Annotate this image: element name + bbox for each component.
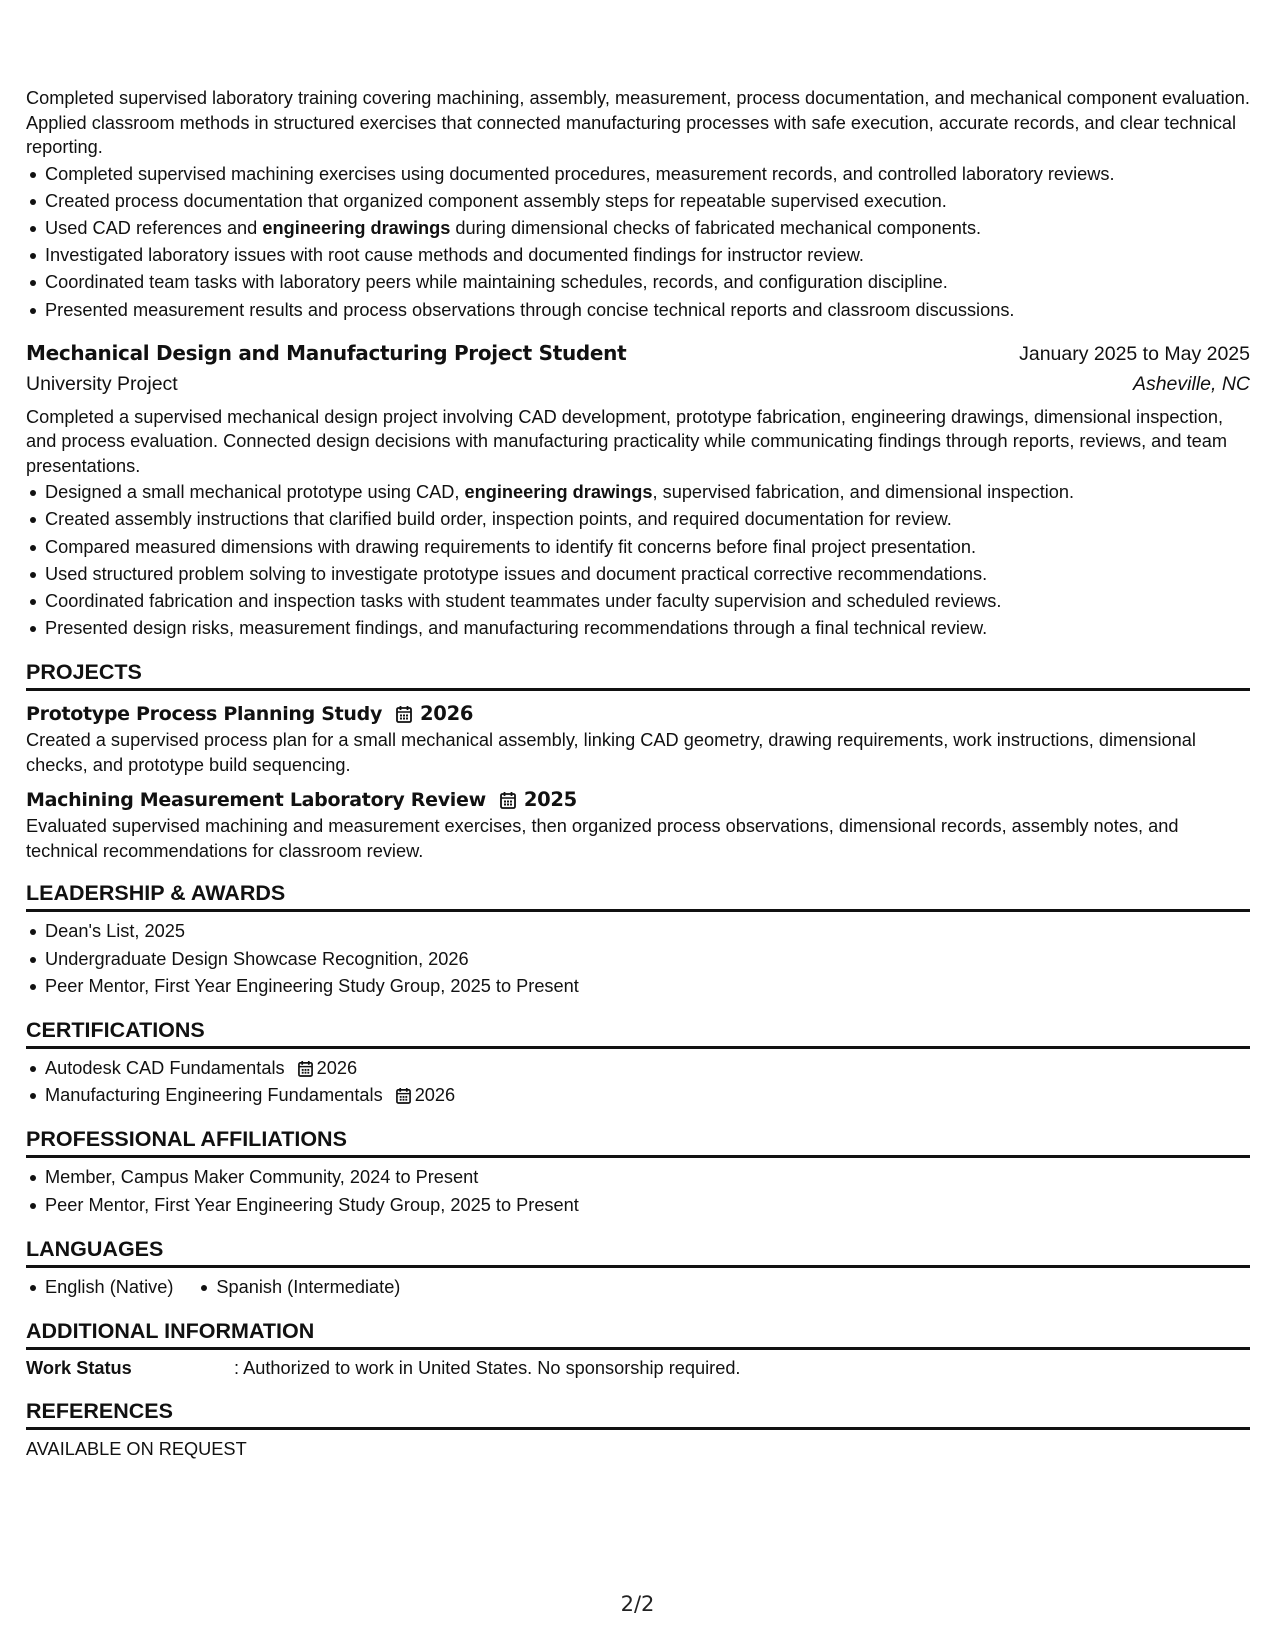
- list-item: Dean's List, 2025: [26, 918, 1250, 945]
- certification-name: Manufacturing Engineering Fundamentals: [45, 1085, 383, 1106]
- project-description: Created a supervised process plan for a small mechanical assembly, linking CAD geometry, drawing requirements, work instructions, dimensional checks, and prototype build sequencing.: [26, 730, 1196, 775]
- list-item: Member, Campus Maker Community, 2024 to Present: [26, 1164, 1250, 1191]
- role-organization: University Project: [26, 372, 178, 395]
- calendar-icon: [298, 1060, 313, 1077]
- calendar-icon: [396, 1087, 411, 1104]
- references-text: AVAILABLE ON REQUEST: [26, 1438, 247, 1459]
- section-heading-languages: LANGUAGES: [26, 1235, 1250, 1268]
- list-item: Presented design risks, measurement findings, and manufacturing recommendations through a final technical review.: [26, 615, 1250, 642]
- list-item: Peer Mentor, First Year Engineering Study Group, 2025 to Present: [26, 973, 1250, 1000]
- section-heading-affiliations: PROFESSIONAL AFFILIATIONS: [26, 1125, 1250, 1158]
- project-title: Machining Measurement Laboratory Review: [26, 789, 486, 812]
- work-status-row: [26, 1356, 1250, 1381]
- leadership-list: [26, 918, 1250, 1000]
- section-heading-projects: PROJECTS: [26, 658, 1250, 691]
- project-description: Evaluated supervised machining and measurement exercises, then organized process observations, dimensional records, assembly notes, and technical recommendations for classroom review.: [26, 816, 1179, 861]
- list-item: Investigated laboratory issues with root cause methods and documented findings for instructor review.: [26, 242, 1250, 269]
- work-status-label: Work Status: [26, 1358, 132, 1379]
- certification-year: 2026: [316, 1058, 358, 1079]
- role-title: Mechanical Design and Manufacturing Project Student: [26, 340, 627, 365]
- list-item: Used CAD references and engineering drawings during dimensional checks of fabricated mechanical components.: [26, 215, 1250, 242]
- certifications-list: [26, 1055, 1250, 1109]
- calendar-icon: [500, 791, 516, 809]
- section-heading-additional-information: ADDITIONAL INFORMATION: [26, 1317, 1250, 1350]
- calendar-icon: [396, 705, 412, 723]
- resume-page: [26, 86, 1250, 1461]
- section-heading-certifications: CERTIFICATIONS: [26, 1016, 1250, 1049]
- section-heading-references: REFERENCES: [26, 1397, 1250, 1430]
- list-item: Coordinated fabrication and inspection tasks with student teammates under faculty supervision and scheduled reviews.: [26, 588, 1250, 615]
- affiliations-list: [26, 1164, 1250, 1218]
- list-item: Completed supervised machining exercises using documented procedures, measurement records, and controlled laboratory reviews.: [26, 161, 1250, 188]
- list-item: Compared measured dimensions with drawing requirements to identify fit concerns before final project presentation.: [26, 534, 1250, 561]
- languages-list: [26, 1274, 1250, 1301]
- list-item: Created process documentation that organized component assembly steps for repeatable supervised execution.: [26, 188, 1250, 215]
- list-item: Undergraduate Design Showcase Recognition, 2026: [26, 946, 1250, 973]
- project-entry: [26, 786, 1250, 863]
- role-bullet-list: [26, 479, 1250, 642]
- list-item: English (Native): [26, 1274, 173, 1301]
- list-item: Peer Mentor, First Year Engineering Study Group, 2025 to Present: [26, 1192, 1250, 1219]
- role-location: Asheville, NC: [1132, 372, 1250, 395]
- list-item: Created assembly instructions that clarified build order, inspection points, and required documentation for review.: [26, 506, 1250, 533]
- role-description: Completed a supervised mechanical design project involving CAD development, prototype fabrication, engineering drawings, dimensional inspection, and process evaluation. Connected design decisions with manufacturing practicality while communicating findings through reports, reviews, and team presentations.: [26, 406, 1228, 476]
- page-number: 2/2: [620, 1592, 655, 1616]
- list-item: Used structured problem solving to investigate prototype issues and document practical corrective recommendations.: [26, 561, 1250, 588]
- role-dates: January 2025 to May 2025: [1019, 342, 1250, 365]
- list-item: [26, 1055, 1250, 1082]
- intro-paragraph: Completed supervised laboratory training covering machining, assembly, measurement, process documentation, and mechanical component evaluation. Applied classroom methods in structured exercises that connected manufacturing processes with safe execution, accurate records, and clear technical reporting.: [26, 88, 1250, 157]
- project-year: 2025: [523, 788, 577, 812]
- intro-bullet-list: [26, 161, 1250, 324]
- experience-entry: [26, 338, 1250, 643]
- project-year: 2026: [420, 702, 474, 726]
- section-heading-leadership: LEADERSHIP & AWARDS: [26, 879, 1250, 912]
- list-item: [26, 1082, 1250, 1109]
- list-item: Coordinated team tasks with laboratory peers while maintaining schedules, records, and configuration discipline.: [26, 269, 1250, 296]
- certification-name: Autodesk CAD Fundamentals: [45, 1058, 285, 1079]
- work-status-value: : Authorized to work in United States. No sponsorship required.: [234, 1358, 741, 1379]
- list-item: Presented measurement results and process observations through concise technical reports and classroom discussions.: [26, 297, 1250, 324]
- project-title: Prototype Process Planning Study: [26, 703, 383, 726]
- project-entry: [26, 700, 1250, 777]
- list-item: Spanish (Intermediate): [197, 1274, 400, 1301]
- list-item: Designed a small mechanical prototype using CAD, engineering drawings, supervised fabrication, and dimensional inspection.: [26, 479, 1250, 506]
- certification-year: 2026: [414, 1085, 456, 1106]
